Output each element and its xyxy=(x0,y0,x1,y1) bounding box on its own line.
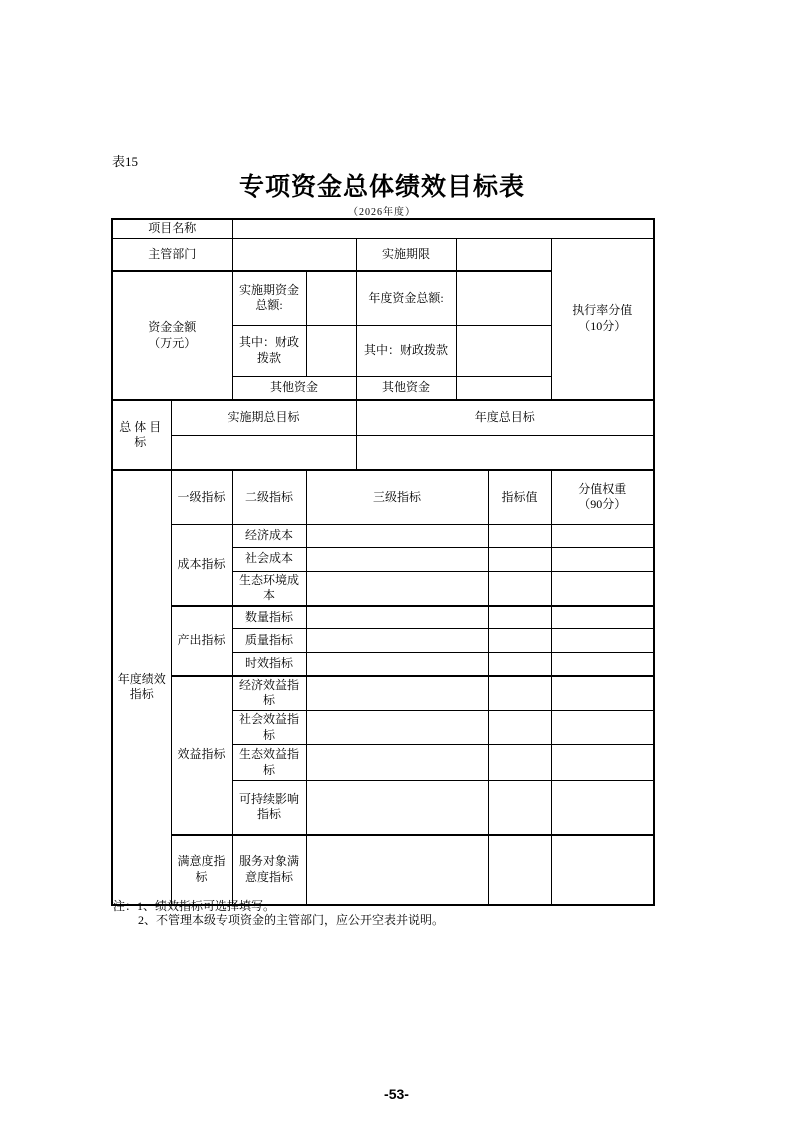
weight-value-cell xyxy=(551,835,654,905)
level3-value-cell xyxy=(306,653,488,676)
fund-amount-label-cell xyxy=(112,271,232,400)
level1-header-cell: 一级指标 xyxy=(171,470,232,524)
indicator-value-cell xyxy=(488,745,551,781)
overall-goal-label-cell: 总体目标 xyxy=(112,400,171,470)
level3-value-cell xyxy=(306,606,488,629)
annual-other-value-cell xyxy=(456,376,551,400)
footnotes xyxy=(113,899,444,927)
indicator-value-cell xyxy=(488,629,551,653)
impl-fiscal-label-cell: 其中：财政拨款 xyxy=(232,325,306,376)
page-title: 专项资金总体绩效目标表 xyxy=(238,173,525,201)
indicator-value-cell xyxy=(488,676,551,711)
fund-label-line1: 资金金额 xyxy=(148,320,197,334)
impl-total-label-cell: 实施期资金总额: xyxy=(232,271,306,325)
level2-item-cell: 经济成本 xyxy=(232,524,306,547)
project-name-value-cell xyxy=(232,219,654,238)
level3-value-cell xyxy=(306,629,488,653)
weight-value-cell xyxy=(551,606,654,629)
exec-rate-label-line1: 执行率分值 xyxy=(572,303,633,318)
period-label-cell: 实施期限 xyxy=(356,238,456,271)
level2-item-cell: 社会效益指标 xyxy=(232,710,306,744)
dept-label-cell: 主管部门 xyxy=(112,238,232,271)
weight-header-cell xyxy=(551,470,654,524)
project-name-label-cell: 项目名称 xyxy=(112,219,232,238)
annual-total-value-cell xyxy=(456,271,551,325)
impl-total-value-cell xyxy=(306,271,356,325)
weight-value-cell xyxy=(551,547,654,571)
level3-value-cell xyxy=(306,835,488,905)
footnote-1: 注：1、绩效指标可选择填写。 xyxy=(113,899,276,913)
annual-goal-header-cell: 年度总目标 xyxy=(356,400,654,435)
impl-fiscal-value-cell xyxy=(306,325,356,376)
impl-goal-header-cell: 实施期总目标 xyxy=(171,400,356,435)
level2-item-cell: 时效指标 xyxy=(232,653,306,676)
indicator-value-cell xyxy=(488,524,551,547)
level1-group-cell: 成本指标 xyxy=(171,524,232,606)
page-number: -53- xyxy=(384,1086,409,1102)
indicator-value-cell xyxy=(488,710,551,744)
footnote-2: 2、不管理本级专项资金的主管部门，应公开空表并说明。 xyxy=(138,913,445,927)
level2-header-cell: 二级指标 xyxy=(232,470,306,524)
level3-value-cell xyxy=(306,710,488,744)
weight-header-line1: 分值权重 xyxy=(578,481,627,496)
period-value-cell xyxy=(456,238,551,271)
level2-item-cell: 数量指标 xyxy=(232,606,306,629)
indicator-value-cell xyxy=(488,653,551,676)
exec-rate-label-line2: （10分） xyxy=(578,318,627,333)
annual-perf-label-cell: 年度绩效指标 xyxy=(112,470,171,905)
weight-value-cell xyxy=(551,524,654,547)
page-subtitle: （2026年度） xyxy=(348,207,416,218)
weight-value-cell xyxy=(551,653,654,676)
table-number-label: 表15 xyxy=(112,154,139,169)
annual-goal-value-cell xyxy=(356,435,654,470)
level3-value-cell xyxy=(306,547,488,571)
annual-total-label-cell: 年度资金总额: xyxy=(356,271,456,325)
exec-rate-score-cell xyxy=(551,238,654,400)
indicator-value-cell xyxy=(488,571,551,606)
annual-fiscal-label-cell: 其中：财政拨款 xyxy=(356,325,456,376)
indicator-value-cell xyxy=(488,606,551,629)
level3-value-cell xyxy=(306,781,488,835)
weight-header-line2: （90分） xyxy=(578,497,627,512)
level3-value-cell xyxy=(306,571,488,606)
level2-item-cell: 生态环境成本 xyxy=(232,571,306,606)
weight-value-cell xyxy=(551,676,654,711)
level1-group-cell: 效益指标 xyxy=(171,676,232,835)
annual-other-label-cell: 其他资金 xyxy=(356,376,456,400)
weight-value-cell xyxy=(551,571,654,606)
performance-target-table xyxy=(111,218,655,906)
impl-other-label-cell: 其他资金 xyxy=(232,376,356,400)
level1-group-cell: 满意度指标 xyxy=(171,835,232,905)
fund-label-line2: （万元） xyxy=(148,335,197,350)
weight-value-cell xyxy=(551,745,654,781)
level2-item-cell: 可持续影响指标 xyxy=(232,781,306,835)
level2-item-cell: 质量指标 xyxy=(232,629,306,653)
impl-goal-value-cell xyxy=(171,435,356,470)
annual-fiscal-value-cell xyxy=(456,325,551,376)
weight-value-cell xyxy=(551,710,654,744)
level1-group-cell: 产出指标 xyxy=(171,606,232,676)
level3-value-cell xyxy=(306,745,488,781)
level3-value-cell xyxy=(306,524,488,547)
dept-value-cell xyxy=(232,238,356,271)
level2-item-cell: 经济效益指标 xyxy=(232,676,306,711)
level2-item-cell: 社会成本 xyxy=(232,547,306,571)
level2-item-cell: 服务对象满意度指标 xyxy=(232,835,306,905)
level3-header-cell: 三级指标 xyxy=(306,470,488,524)
level2-item-cell: 生态效益指标 xyxy=(232,745,306,781)
weight-value-cell xyxy=(551,781,654,835)
weight-value-cell xyxy=(551,629,654,653)
indicator-value-header-cell: 指标值 xyxy=(488,470,551,524)
indicator-value-cell xyxy=(488,781,551,835)
indicator-value-cell xyxy=(488,547,551,571)
indicator-value-cell xyxy=(488,835,551,905)
level3-value-cell xyxy=(306,676,488,711)
